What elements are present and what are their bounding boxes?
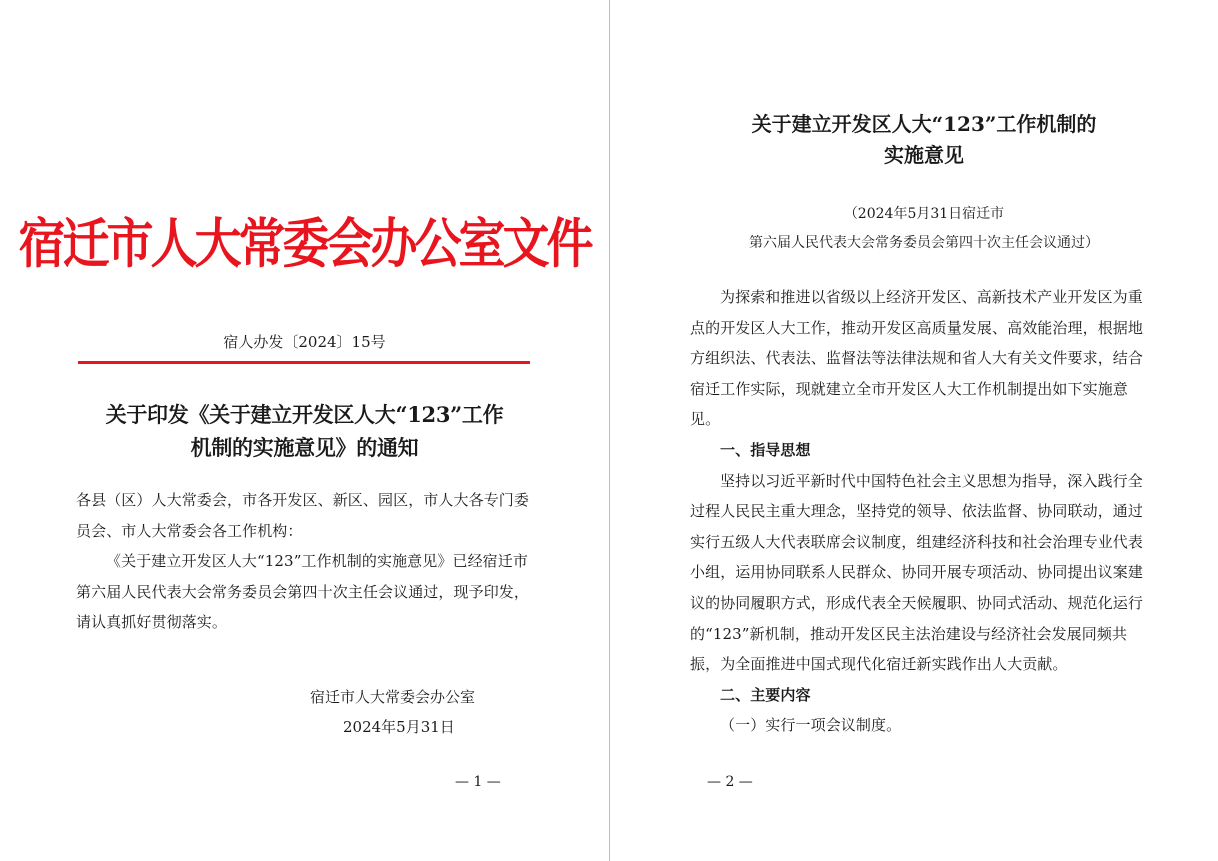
opinion-title-line-1: 关于建立开发区人大“123”工作机制的: [751, 112, 1097, 136]
notice-body: [76, 485, 532, 638]
section-heading-content: 二、主要内容: [720, 685, 811, 704]
adoption-note: [610, 200, 1218, 258]
adoption-note-line-2: 第六届人民代表大会常务委员会第四十次主任会议通过）: [749, 235, 1099, 251]
page-number-1: — 1 —: [455, 774, 501, 790]
opinion-title: [610, 109, 1218, 171]
opinion-body: [690, 282, 1146, 741]
document-number: 宿人办发〔2024〕15号: [223, 333, 386, 351]
page-2: [610, 0, 1218, 861]
page-number-2: — 2 —: [707, 774, 753, 790]
notice-title-line-2: 机制的实施意见》的通知: [190, 435, 419, 460]
red-separator-line: [78, 361, 530, 364]
adoption-note-line-1: （2024年5月31日宿迁市: [843, 206, 1005, 222]
intro-paragraph: 为探索和推进以省级以上经济开发区、高新技术产业开发区为重点的开发区人大工作，推动开发区高质量发展、高效能治理，根据地方组织法、代表法、监督法等法律法规和省人大有关文件要求，结合宿迁工作实际，现就建立全市开发区人大工作机制提出如下实施意见。: [690, 288, 1144, 429]
addressee-paragraph: 各县（区）人大常委会，市各开发区、新区、园区，市人大各专门委员会、市人大常委会各工作机构：: [76, 491, 530, 540]
signature-organization: 宿迁市人大常委会办公室: [310, 688, 476, 706]
document-masthead: 宿迁市人大常委会办公室文件: [18, 212, 591, 276]
notice-title: [60, 398, 549, 464]
opinion-title-line-2: 实施意见: [884, 143, 964, 167]
subsection-heading-1: （一）实行一项会议制度。: [720, 716, 902, 735]
notice-body-paragraph: 《关于建立开发区人大“123”工作机制的实施意见》已经宿迁市第六届人民代表大会常务委员会第四十次主任会议通过，现予印发，请认真抓好贯彻落实。: [76, 552, 530, 631]
signature-date: 2024年5月31日: [343, 718, 455, 736]
guiding-paragraph: 坚持以习近平新时代中国特色社会主义思想为指导，深入践行全过程人民民主重大理念，坚持党的领导、依法监督、协同联动，通过实行五级人大代表联席会议制度，组建经济科技和社会治理专业代表小组，运用协同联系人民群众、协同开展专项活动、协同提出议案建议的协同履职方式，形成代表全天候履职、协同式活动、规范化运行的“123”新机制，推动开发区民主法治建设与经济社会发展同频共振，为全面推进中国式现代化宿迁新实践作出人大贡献。: [690, 471, 1144, 674]
section-heading-guiding: 一、指导思想: [720, 440, 811, 459]
notice-title-line-1: 关于印发《关于建立开发区人大“123”工作: [105, 402, 504, 427]
